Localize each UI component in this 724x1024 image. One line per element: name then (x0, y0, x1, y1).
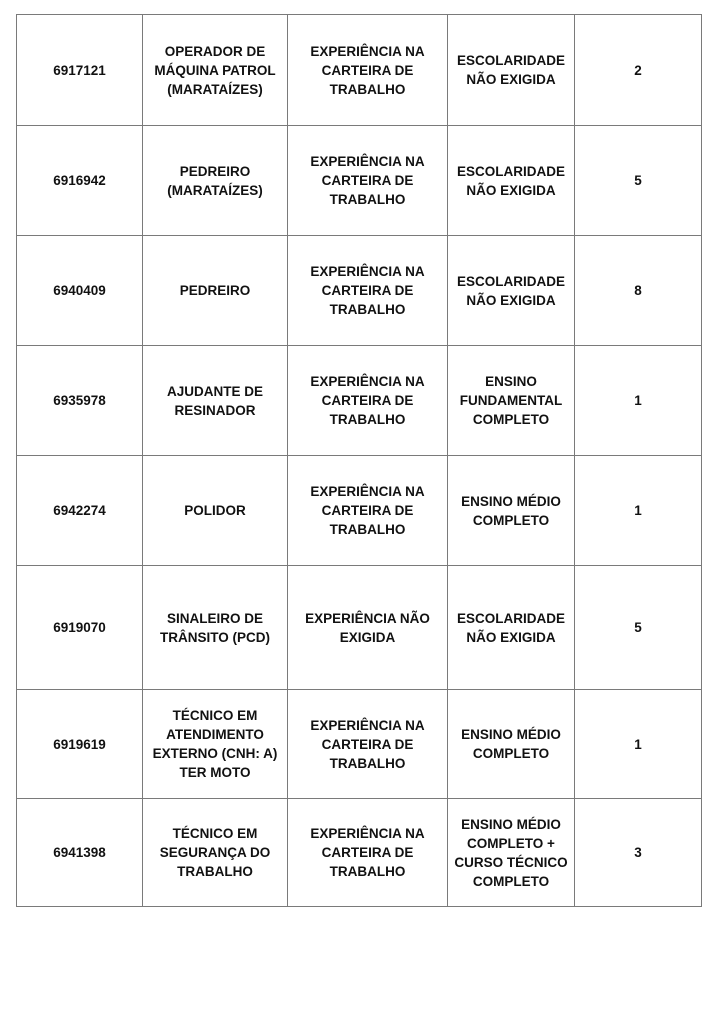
experience-cell: EXPERIÊNCIA NA CARTEIRA DE TRABALHO (288, 690, 448, 799)
job-role-cell: POLIDOR (143, 456, 288, 566)
job-role-cell: PEDREIRO (MARATAÍZES) (143, 126, 288, 236)
table-row (17, 690, 702, 799)
job-code-cell: 6942274 (17, 456, 143, 566)
openings-cell: 1 (575, 690, 702, 799)
openings-cell: 2 (575, 15, 702, 126)
experience-cell: EXPERIÊNCIA NA CARTEIRA DE TRABALHO (288, 126, 448, 236)
table-row (17, 236, 702, 346)
table-row (17, 456, 702, 566)
openings-cell: 3 (575, 799, 702, 907)
experience-cell: EXPERIÊNCIA NA CARTEIRA DE TRABALHO (288, 456, 448, 566)
openings-cell: 5 (575, 126, 702, 236)
table-row (17, 126, 702, 236)
job-code-cell: 6941398 (17, 799, 143, 907)
education-cell: ENSINO MÉDIO COMPLETO (448, 456, 575, 566)
openings-cell: 1 (575, 346, 702, 456)
job-role-cell: SINALEIRO DE TRÂNSITO (PCD) (143, 566, 288, 690)
openings-cell: 1 (575, 456, 702, 566)
experience-cell: EXPERIÊNCIA NA CARTEIRA DE TRABALHO (288, 346, 448, 456)
education-cell: ESCOLARIDADE NÃO EXIGIDA (448, 236, 575, 346)
job-code-cell: 6940409 (17, 236, 143, 346)
job-role-cell: TÉCNICO EM ATENDIMENTO EXTERNO (CNH: A) TER MOTO (143, 690, 288, 799)
job-role-cell: PEDREIRO (143, 236, 288, 346)
experience-cell: EXPERIÊNCIA NA CARTEIRA DE TRABALHO (288, 799, 448, 907)
job-role-cell: OPERADOR DE MÁQUINA PATROL (MARATAÍZES) (143, 15, 288, 126)
job-code-cell: 6935978 (17, 346, 143, 456)
job-code-cell: 6919070 (17, 566, 143, 690)
table-row (17, 15, 702, 126)
table-row (17, 346, 702, 456)
job-code-cell: 6919619 (17, 690, 143, 799)
job-code-cell: 6917121 (17, 15, 143, 126)
job-code-cell: 6916942 (17, 126, 143, 236)
education-cell: ESCOLARIDADE NÃO EXIGIDA (448, 126, 575, 236)
experience-cell: EXPERIÊNCIA NA CARTEIRA DE TRABALHO (288, 236, 448, 346)
table-row (17, 799, 702, 907)
openings-cell: 5 (575, 566, 702, 690)
table-row (17, 566, 702, 690)
education-cell: ENSINO MÉDIO COMPLETO (448, 690, 575, 799)
experience-cell: EXPERIÊNCIA NÃO EXIGIDA (288, 566, 448, 690)
education-cell: ENSINO FUNDAMENTAL COMPLETO (448, 346, 575, 456)
job-role-cell: AJUDANTE DE RESINADOR (143, 346, 288, 456)
openings-cell: 8 (575, 236, 702, 346)
education-cell: ENSINO MÉDIO COMPLETO + CURSO TÉCNICO COMPLETO (448, 799, 575, 907)
education-cell: ESCOLARIDADE NÃO EXIGIDA (448, 566, 575, 690)
job-role-cell: TÉCNICO EM SEGURANÇA DO TRABALHO (143, 799, 288, 907)
job-openings-table (16, 14, 702, 907)
education-cell: ESCOLARIDADE NÃO EXIGIDA (448, 15, 575, 126)
experience-cell: EXPERIÊNCIA NA CARTEIRA DE TRABALHO (288, 15, 448, 126)
